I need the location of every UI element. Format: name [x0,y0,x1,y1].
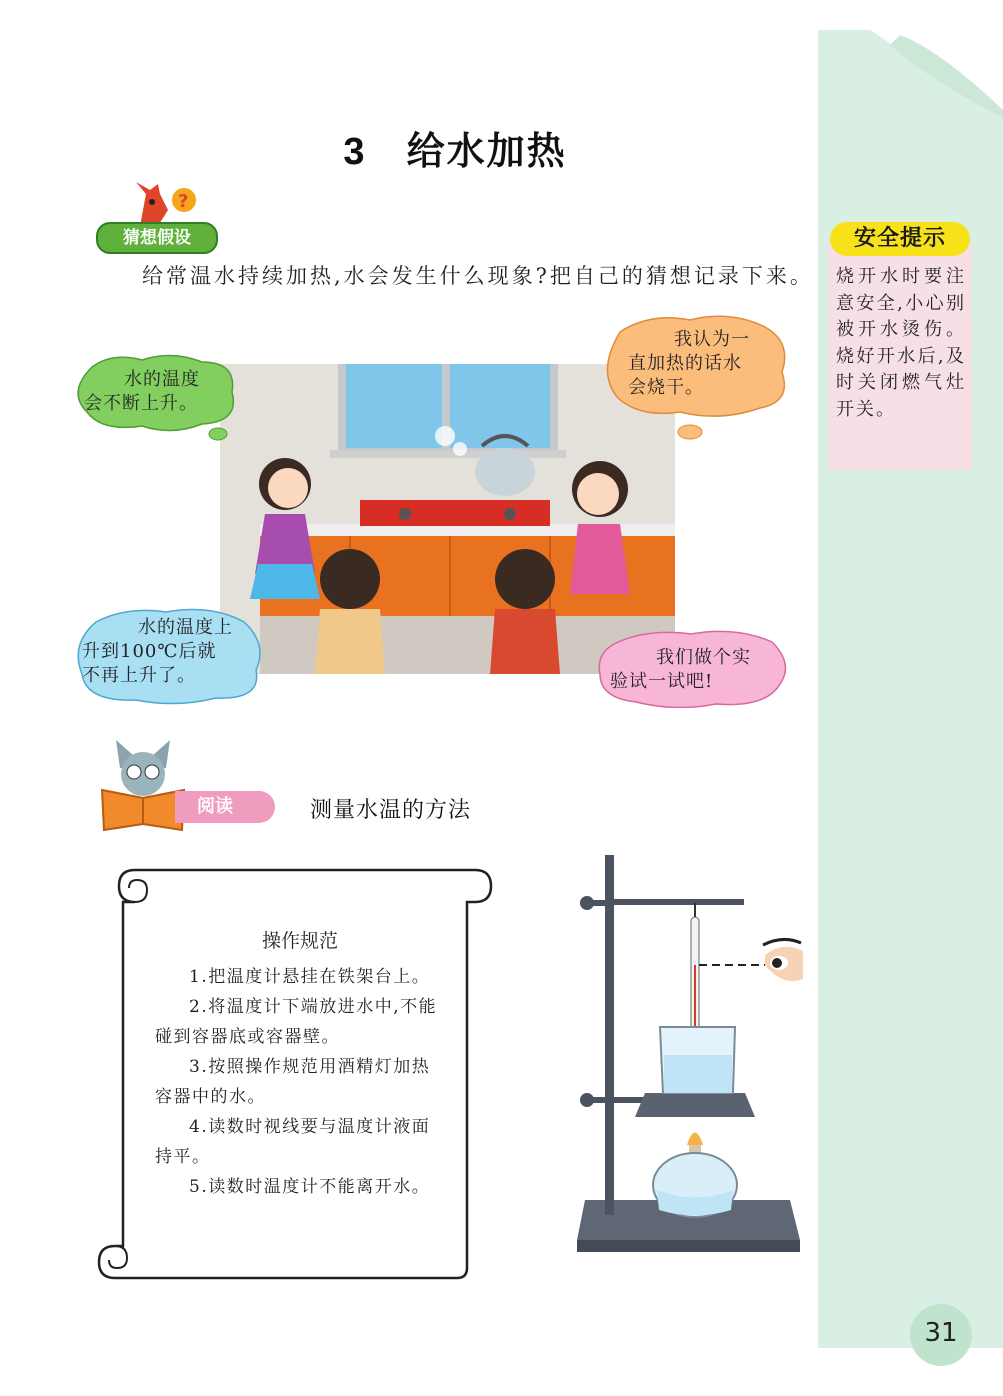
bubble-bottom-left [76,604,266,706]
safety-tip-badge: 安全提示 [830,222,970,256]
bubble-top-right-line1: 我认为一 [674,329,750,350]
page-number: 31 [924,1318,958,1348]
procedure-step: 5.读数时温度计不能离开水。 [189,1177,431,1197]
hypothesis-badge: 猜想假设 [96,222,218,254]
bubble-bottom-right-line1: 我们做个实 [656,647,751,668]
thermometer-apparatus-illustration [565,855,810,1275]
lesson-title: 给水加热 [406,129,567,173]
hypothesis-question: 给常温水持续加热,水会发生什么现象?把自己的猜想记录下来。 [142,264,814,288]
procedure-step: 2.将温度计下端放进水中,不能碰到容器底或容器壁。 [155,997,438,1047]
svg-text:?: ? [178,191,189,212]
lesson-number: 3 [343,131,367,173]
bubble-top-left-line2: 会不断上升。 [84,393,198,414]
bubble-top-right-line3: 会烧干。 [628,377,704,398]
bubble-top-right [600,312,790,442]
bubble-top-right-line2: 直加热的话水 [628,353,742,374]
procedure-step: 1.把温度计悬挂在铁架台上。 [189,967,431,987]
procedure-step: 4.读数时视线要与温度计液面持平。 [155,1117,431,1167]
procedure-step: 3.按照操作规范用酒精灯加热容器中的水。 [155,1057,431,1107]
reading-badge: 阅读 [175,791,275,823]
page-curl-graphic [870,30,1003,120]
bubble-bottom-left-line1: 水的温度上 [138,617,233,638]
procedure-title: 操作规范 [261,930,338,952]
bubble-bottom-right-line2: 验试一试吧! [610,671,714,692]
bubble-bottom-left-line3: 不再上升了。 [82,665,196,686]
reading-title: 测量水温的方法 [310,798,472,823]
safety-tip-text: 烧开水时要注意安全,小心别被开水烫伤。烧好开水后,及时关闭燃气灶开关。 [836,266,966,420]
bubble-bottom-left-line2: 升到100℃后就 [82,641,217,662]
procedure-list [155,962,441,1202]
bubble-top-left-line1: 水的温度 [124,369,200,390]
lesson-heading [0,120,910,175]
fox-mascot-icon [128,180,198,228]
bubble-top-left [72,352,240,442]
bubble-bottom-right [596,628,792,708]
